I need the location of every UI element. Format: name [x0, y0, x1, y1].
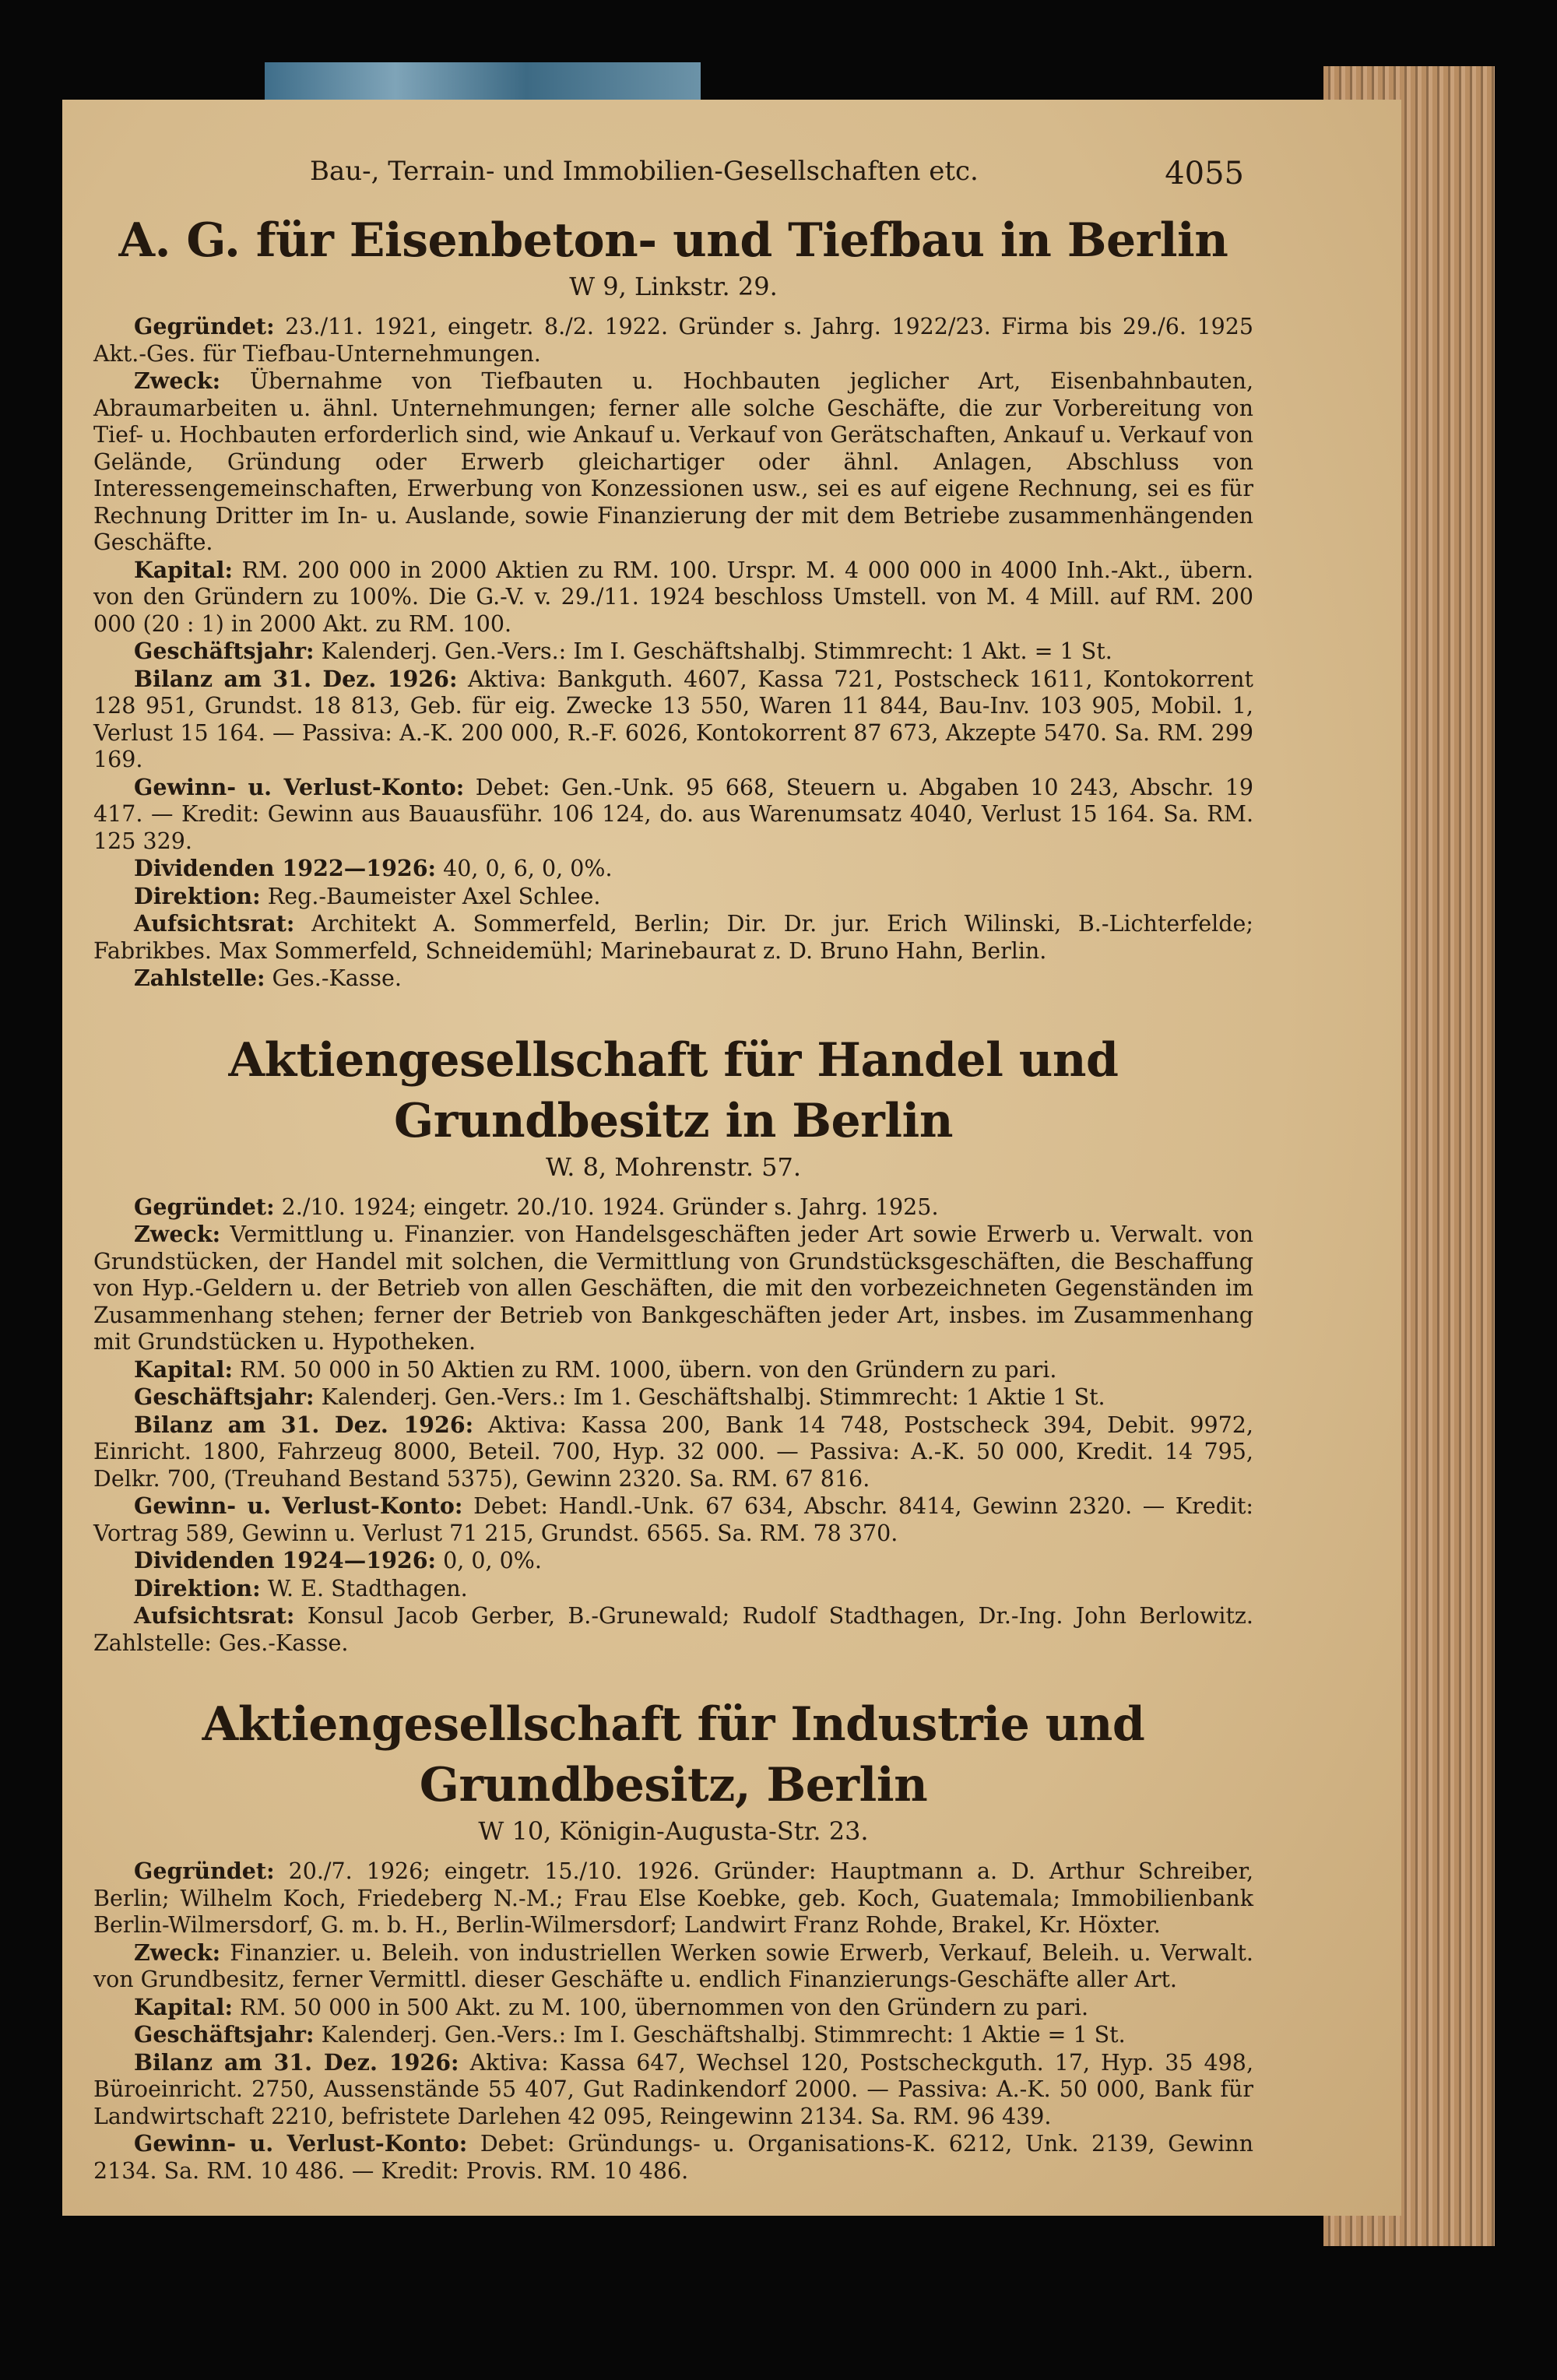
entry-supervisory-board: Aufsichtsrat: Architekt A. Sommerfeld, Berlin; Dir. Dr. jur. Erich Wilinski, B.-Lichterfelde; Fabrikbes. Max Sommerfeld, Schneidemühl; Marinebaurat z. D. Bruno Hahn, Berlin.	[93, 910, 1254, 964]
company-address: W. 8, Mohrenstr. 57.	[545, 1151, 802, 1182]
company-title: A. G. für Eisenbeton- und Tiefbau in Berlin	[118, 213, 1228, 268]
company-address: W 9, Linkstr. 29.	[569, 272, 778, 301]
entry-dividends: Dividenden 1922—1926: 40, 0, 6, 0, 0%.	[134, 855, 613, 881]
company-entry	[93, 1694, 1253, 2185]
entry-balance: Bilanz am 31. Dez. 1926: Aktiva: Bankguth. 4607, Kassa 721, Postscheck 1611, Kontokorrent 128 951, Grundst. 18 813, Geb. für eig. Zwecke 13 550, Waren 11 844, Bau-Inv. 103 905, Mobil. 1, Verlust 15 164. — Passiva: A.-K. 200 000, R.-F. 6026, Kontokorrent 87 673, Akzepte 5470. Sa. RM. 299 169.	[93, 665, 1253, 772]
entry-management: Direktion: Reg.-Baumeister Axel Schlee.	[134, 882, 601, 909]
entry-paying-agent: Zahlstelle: Ges.-Kasse.	[134, 965, 402, 991]
entry-purpose: Zweck: Vermittlung u. Finanzier. von Handelsgeschäften jeder Art sowie Erwerb u. Verwalt. von Grundstücken, der Handel mit solchen, die Vermittlung von Grundstücksgeschäften, die Beschaffung von Hyp.-Geldern u. der Betrieb von allen Geschäften, die mit den vorbezeichneten Gegenständen im Zusammenhang stehen; ferner der Betrieb von Bankgeschäften jeder Art, insbes. im Zusammenhang mit Grundstücken u. Hypotheken.	[93, 1221, 1253, 1355]
entry-purpose: Zweck: Finanzier. u. Beleih. von industriellen Werken sowie Erwerb, Verkauf, Beleih. u. Verwalt. von Grundbesitz, ferner Vermittl. dieser Geschäfte u. endlich Finanzierungs-Geschäfte aller Art.	[93, 1939, 1253, 1992]
entry-supervisory-board: Aufsichtsrat: Konsul Jacob Gerber, B.-Grunewald; Rudolf Stadthagen, Dr.-Ing. John Berlowitz. Zahlstelle: Ges.-Kasse.	[93, 1602, 1253, 1656]
entry-profit-loss: Gewinn- u. Verlust-Konto: Debet: Gründungs- u. Organisations-K. 6212, Unk. 2139, Gewinn 2134. Sa. RM. 10 486. — Kredit: Provis. RM. 10 486.	[93, 2130, 1253, 2184]
page-content	[93, 210, 1253, 2222]
entry-founded: Gegründet: 23./11. 1921, eingetr. 8./2. 1922. Gründer s. Jahrg. 1922/23. Firma bis 29./6. 1925 Akt.-Ges. für Tiefbau-Unternehmungen.	[93, 313, 1253, 367]
entry-fiscal-year: Geschäftsjahr: Kalenderj. Gen.-Vers.: Im 1. Geschäftshalbj. Stimmrecht: 1 Aktie 1 St.	[134, 1383, 1105, 1410]
running-header	[310, 156, 1244, 195]
entry-balance: Bilanz am 31. Dez. 1926: Aktiva: Kassa 200, Bank 14 748, Postscheck 394, Debit. 9972, Einricht. 1800, Fahrzeug 8000, Beteil. 700, Hyp. 32 000. — Passiva: A.-K. 50 000, Kredit. 14 795, Delkr. 700, (Treuhand Bestand 5375), Gewinn 2320. Sa. RM. 67 816.	[93, 1411, 1253, 1492]
entry-fiscal-year: Geschäftsjahr: Kalenderj. Gen.-Vers.: Im I. Geschäftshalbj. Stimmrecht: 1 Akt. = 1 St.	[134, 638, 1112, 664]
entry-capital: Kapital: RM. 50 000 in 50 Aktien zu RM. 1000, übern. von den Gründern zu pari.	[134, 1355, 1057, 1383]
entry-management: Direktion: W. E. Stadthagen.	[134, 1574, 468, 1601]
entry-balance: Bilanz am 31. Dez. 1926: Aktiva: Kassa 647, Wechsel 120, Postscheckguth. 17, Hyp. 35 498, Büroeinricht. 2750, Aussenstände 55 407, Gut Radinkendorf 2000. — Passiva: A.-K. 50 000, Bank für Landwirtschaft 2210, befristete Darlehen 42 095, Reingewinn 2134. Sa. RM. 96 439.	[93, 2048, 1253, 2129]
company-address: W 10, Königin-Augusta-Str. 23.	[478, 1816, 869, 1846]
entry-founded: Gegründet: 20./7. 1926; eingetr. 15./10. 1926. Gründer: Hauptmann a. D. Arthur Schreiber, Berlin; Wilhelm Koch, Friedeberg N.-M.; Frau Else Koebke, geb. Koch, Guatemala; Immobilienbank Berlin-Wilmersdorf, G. m. b. H., Berlin-Wilmersdorf; Landwirt Franz Rohde, Brakel, Kr. Höxter.	[93, 1858, 1253, 1938]
entry-capital: Kapital: RM. 200 000 in 2000 Aktien zu RM. 100. Urspr. M. 4 000 000 in 4000 Inh.-Akt., übern. von den Gründern zu 100%. Die G.-V. v. 29./11. 1924 beschloss Umstell. von M. 4 Mill. auf RM. 200 000 (20 : 1) in 2000 Akt. zu RM. 100.	[93, 556, 1253, 637]
entry-dividends: Dividenden 1924—1926: 0, 0, 0%.	[134, 1547, 542, 1573]
company-title: Aktiengesellschaft für Handel und Grundbesitz in Berlin	[228, 1032, 1119, 1148]
entry-purpose: Zweck: Übernahme von Tiefbauten u. Hochbauten jeglicher Art, Eisenbahnbauten, Abraumarbeiten u. ähnl. Unternehmungen; ferner alle solche Geschäfte, die zur Vorbereitung von Tief- u. Hochbauten erforderlich sind, wie Ankauf u. Verkauf von Gerätschaften, Ankauf u. Verkauf von Gelände, Gründung oder Erwerb gleichartiger oder ähnl. Anlagen, Abschluss von Interessengemeinschaften, Erwerbung von Konzessionen usw., sei es auf eigene Rechnung, sei es für Rechnung Dritter im In- u. Auslande, sowie Finanzierung der mit dem Betriebe zusammenhängenden Geschäfte.	[93, 367, 1254, 555]
entry-profit-loss: Gewinn- u. Verlust-Konto: Debet: Handl.-Unk. 67 634, Abschr. 8414, Gewinn 2320. — Kredit: Vortrag 589, Gewinn u. Verlust 71 215, Grundst. 6565. Sa. RM. 78 370.	[93, 1492, 1254, 1546]
entry-fiscal-year: Geschäftsjahr: Kalenderj. Gen.-Vers.: Im I. Geschäftshalbj. Stimmrecht: 1 Aktie = 1 St.	[134, 2021, 1126, 2048]
entry-profit-loss: Gewinn- u. Verlust-Konto: Debet: Gen.-Unk. 95 668, Steuern u. Abgaben 10 243, Abschr. 19 417. — Kredit: Gewinn aus Bauausführ. 106 124, do. aus Warenumsatz 4040, Verlust 15 164. Sa. RM. 125 329.	[93, 773, 1253, 854]
entry-capital: Kapital: RM. 50 000 in 500 Akt. zu M. 100, übernommen von den Gründern zu pari.	[134, 1993, 1089, 2020]
company-entry	[93, 1030, 1253, 1658]
running-title: Bau-, Terrain- und Immobilien-Gesellschaften etc.	[310, 156, 979, 187]
company-title: Aktiengesellschaft für Industrie und Grundbesitz, Berlin	[202, 1697, 1145, 1812]
entry-founded: Gegründet: 2./10. 1924; eingetr. 20./10. 1924. Gründer s. Jahrg. 1925.	[134, 1193, 939, 1220]
page-number: 4055	[1165, 156, 1244, 192]
company-entry	[93, 210, 1253, 993]
